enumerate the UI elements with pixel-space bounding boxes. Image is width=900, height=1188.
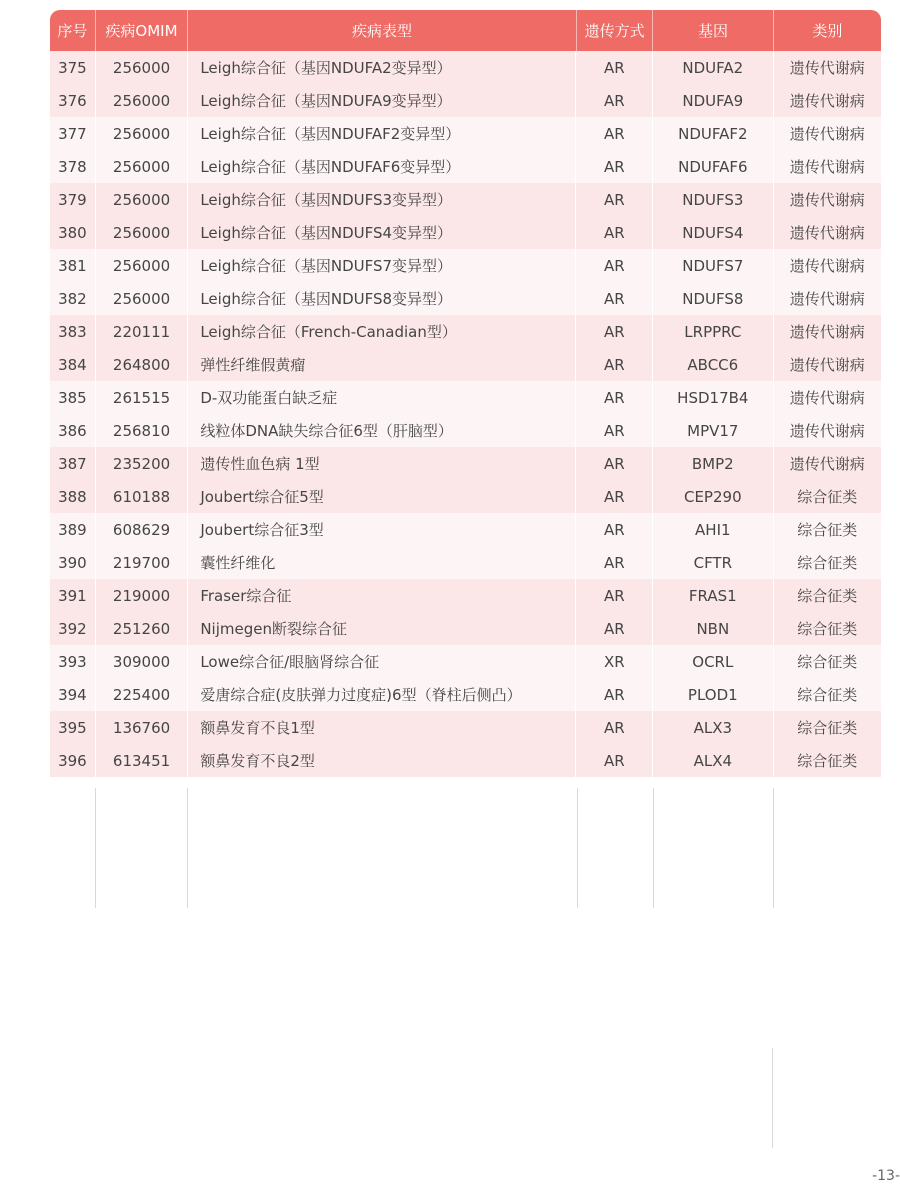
row-category: 综合征类 [797,620,858,638]
row-category: 遗传代谢病 [789,191,865,209]
row-phenotype: Joubert综合征3型 [188,513,576,546]
row-category: 遗传代谢病 [789,59,865,77]
row-phenotype: Joubert综合征5型 [188,480,576,513]
row-category: 遗传代谢病 [789,389,865,407]
row-gene: ALX3 [653,711,773,744]
column-guides [50,788,881,908]
row-omim: 309000 [96,645,189,678]
row-phenotype: Leigh综合征（基因NDUFAF2变异型） [188,117,576,150]
row-gene: NDUFS4 [653,216,773,249]
row-gene: ALX4 [653,744,773,777]
row-index: 392 [50,612,96,645]
row-omim: 219000 [96,579,189,612]
row-omim: 264800 [96,348,189,381]
row-omim: 610188 [96,480,189,513]
row-category: 综合征类 [797,488,858,506]
row-category: 遗传代谢病 [789,356,865,374]
row-index: 383 [50,315,96,348]
row-phenotype: Leigh综合征（基因NDUFS8变异型） [188,282,576,315]
row-omim: 256000 [96,150,189,183]
row-index: 376 [50,84,96,117]
row-omim: 256810 [96,414,189,447]
row-phenotype: Leigh综合征（基因NDUFAF6变异型） [188,150,576,183]
row-gene: NDUFS7 [653,249,773,282]
row-omim: 613451 [96,744,189,777]
table-row [50,546,881,579]
row-gene: CEP290 [653,480,773,513]
table-row [50,612,881,645]
row-index: 389 [50,513,96,546]
row-gene: AHI1 [653,513,773,546]
row-inheritance: AR [576,612,653,645]
table-row [50,480,881,513]
row-inheritance: AR [576,447,653,480]
row-omim: 235200 [96,447,189,480]
row-gene: NDUFA2 [653,51,773,84]
row-index: 375 [50,51,96,84]
table-row [50,117,881,150]
row-index: 381 [50,249,96,282]
table-header [50,10,881,51]
table-row [50,282,881,315]
row-phenotype: Leigh综合征（基因NDUFS7变异型） [188,249,576,282]
row-index: 390 [50,546,96,579]
row-omim: 608629 [96,513,189,546]
row-gene: NDUFA9 [653,84,773,117]
row-index: 394 [50,678,96,711]
row-phenotype: 遗传性血色病 1型 [188,447,576,480]
guide-line [95,788,96,908]
row-phenotype: 爱唐综合症(皮肤弹力过度症)6型（脊柱后侧凸） [188,678,576,711]
header-category: 类别 [812,22,843,40]
guide-line [577,788,578,908]
row-phenotype: 额鼻发育不良2型 [188,744,576,777]
row-index: 387 [50,447,96,480]
row-gene: LRPPRC [653,315,773,348]
row-category: 综合征类 [797,686,858,704]
row-inheritance: AR [576,579,653,612]
row-phenotype: 弹性纤维假黄瘤 [188,348,576,381]
table-row [50,216,881,249]
row-index: 396 [50,744,96,777]
row-index: 393 [50,645,96,678]
table-row [50,249,881,282]
row-gene: MPV17 [653,414,773,447]
row-omim: 219700 [96,546,189,579]
header-phenotype: 疾病表型 [188,10,577,51]
row-category: 遗传代谢病 [789,158,865,176]
row-omim: 256000 [96,249,189,282]
guide-line [187,788,188,908]
row-phenotype: 囊性纤维化 [188,546,576,579]
row-inheritance: AR [576,51,653,84]
row-gene: FRAS1 [653,579,773,612]
row-inheritance: AR [576,249,653,282]
row-gene: NDUFAF6 [653,150,773,183]
data-table [50,10,881,777]
row-gene: PLOD1 [653,678,773,711]
divider-line [772,1048,773,1148]
row-index: 377 [50,117,96,150]
table-row [50,645,881,678]
row-phenotype: Leigh综合征（基因NDUFA9变异型） [188,84,576,117]
row-omim: 225400 [96,678,189,711]
row-omim: 256000 [96,84,189,117]
table-row [50,414,881,447]
row-index: 386 [50,414,96,447]
row-category: 遗传代谢病 [789,224,865,242]
table-row [50,744,881,777]
row-category: 综合征类 [797,719,858,737]
row-inheritance: XR [576,645,653,678]
row-index: 379 [50,183,96,216]
table-row [50,51,881,84]
row-category: 综合征类 [797,752,858,770]
row-inheritance: AR [576,381,653,414]
row-phenotype: 线粒体DNA缺失综合征6型（肝脑型） [188,414,576,447]
row-index: 388 [50,480,96,513]
table-row [50,315,881,348]
row-inheritance: AR [576,183,653,216]
row-category: 遗传代谢病 [789,422,865,440]
table-row [50,84,881,117]
row-index: 378 [50,150,96,183]
table-body [50,51,881,777]
header-index: 序号 [50,10,96,51]
row-inheritance: AR [576,315,653,348]
row-inheritance: AR [576,546,653,579]
row-inheritance: AR [576,744,653,777]
row-index: 395 [50,711,96,744]
row-phenotype: Lowe综合征/眼脑肾综合征 [188,645,576,678]
table-row [50,513,881,546]
row-category: 遗传代谢病 [789,455,865,473]
header-omim: 疾病OMIM [96,10,188,51]
row-index: 385 [50,381,96,414]
guide-line [773,788,774,908]
row-gene: NBN [653,612,773,645]
row-gene: NDUFS3 [653,183,773,216]
row-omim: 256000 [96,282,189,315]
row-inheritance: AR [576,84,653,117]
row-inheritance: AR [576,414,653,447]
table-row [50,447,881,480]
table-row [50,348,881,381]
row-gene: ABCC6 [653,348,773,381]
page-number: -13- [872,1168,900,1184]
row-gene: OCRL [653,645,773,678]
row-inheritance: AR [576,117,653,150]
row-phenotype: D-双功能蛋白缺乏症 [188,381,576,414]
row-gene: BMP2 [653,447,773,480]
row-phenotype: Leigh综合征（基因NDUFA2变异型） [188,51,576,84]
row-phenotype: Leigh综合征（基因NDUFS4变异型） [188,216,576,249]
row-category: 遗传代谢病 [789,323,865,341]
row-omim: 220111 [96,315,189,348]
row-phenotype: Nijmegen断裂综合征 [188,612,576,645]
header-gene: 基因 [653,10,773,51]
row-category: 综合征类 [797,587,858,605]
table-row [50,183,881,216]
table-row [50,381,881,414]
table-row [50,711,881,744]
row-inheritance: AR [576,216,653,249]
row-gene: NDUFS8 [653,282,773,315]
row-phenotype: Fraser综合征 [188,579,576,612]
row-inheritance: AR [576,150,653,183]
row-index: 391 [50,579,96,612]
table-row [50,579,881,612]
row-omim: 256000 [96,51,189,84]
row-index: 380 [50,216,96,249]
guide-line [653,788,654,908]
row-omim: 261515 [96,381,189,414]
row-omim: 136760 [96,711,189,744]
row-phenotype: Leigh综合征（基因NDUFS3变异型） [188,183,576,216]
row-category: 遗传代谢病 [789,257,865,275]
row-inheritance: AR [576,513,653,546]
row-phenotype: Leigh综合征（French-Canadian型） [188,315,576,348]
row-category: 综合征类 [797,521,858,539]
row-index: 384 [50,348,96,381]
row-inheritance: AR [576,678,653,711]
row-category: 遗传代谢病 [789,290,865,308]
row-category: 综合征类 [797,554,858,572]
row-omim: 251260 [96,612,189,645]
row-omim: 256000 [96,216,189,249]
row-category: 遗传代谢病 [789,125,865,143]
row-phenotype: 额鼻发育不良1型 [188,711,576,744]
header-inheritance: 遗传方式 [577,10,654,51]
row-gene: HSD17B4 [653,381,773,414]
row-inheritance: AR [576,480,653,513]
row-category: 综合征类 [797,653,858,671]
row-gene: CFTR [653,546,773,579]
row-inheritance: AR [576,348,653,381]
table-row [50,678,881,711]
row-omim: 256000 [96,183,189,216]
row-index: 382 [50,282,96,315]
row-omim: 256000 [96,117,189,150]
row-category: 遗传代谢病 [789,92,865,110]
table-row [50,150,881,183]
row-gene: NDUFAF2 [653,117,773,150]
row-inheritance: AR [576,282,653,315]
row-inheritance: AR [576,711,653,744]
